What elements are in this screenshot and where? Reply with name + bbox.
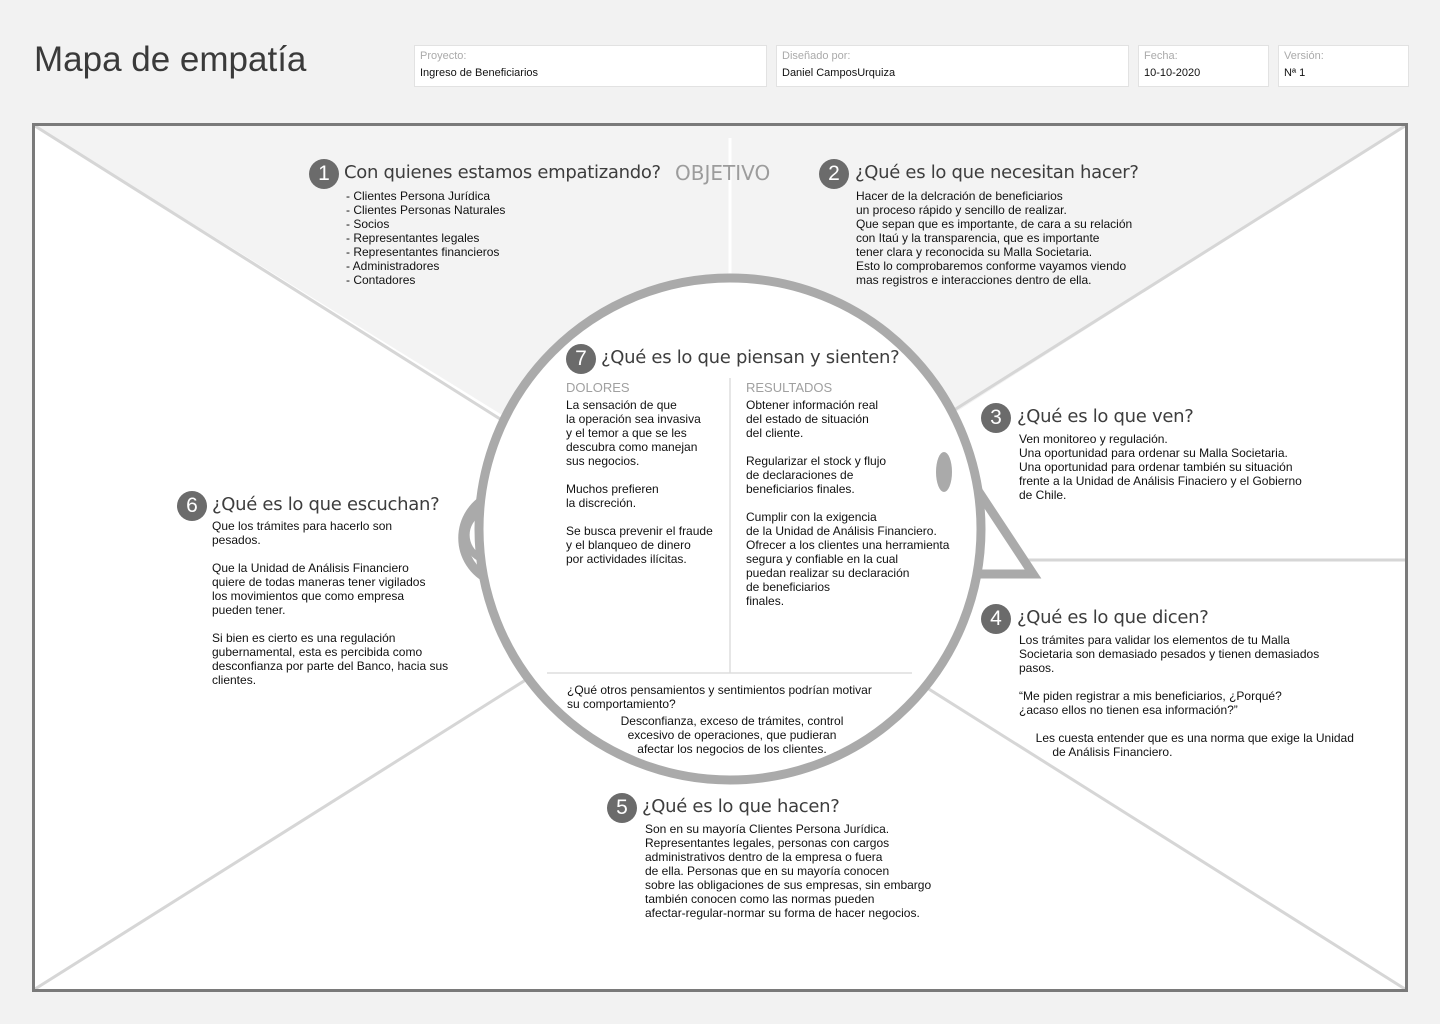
section-3-question: ¿Qué es lo que ven?: [1017, 406, 1194, 427]
objective-tag: OBJETIVO: [675, 161, 771, 185]
results-body: Obtener información real del estado de situación del cliente. Regularizar el stock y flujo de declaraciones de beneficiarios finales. Cumplir con la exigencia de la Unidad de Análisis Financiero. Ofrecer a los clientes una herramienta segura y confiable en la cual puedan realizar su declaración de beneficiarios finales.: [746, 398, 950, 608]
designer-field[interactable]: [776, 45, 1129, 87]
date-label: Fecha:: [1144, 50, 1178, 62]
section-7-question: ¿Qué es lo que piensan y sienten?: [601, 347, 900, 368]
other-thoughts-answer: Desconfianza, exceso de trámites, control excesivo de operaciones, que pudieran afectar los negocios de los clientes.: [620, 714, 844, 756]
section-6-badge: 6: [177, 491, 207, 521]
date-value: 10-10-2020: [1144, 67, 1201, 79]
list-item: - Representantes legales: [346, 231, 480, 245]
section-2-question: ¿Qué es lo que necesitan hacer?: [855, 162, 1139, 183]
section-3-badge: 3: [981, 403, 1011, 433]
section-5-body: Son en su mayoría Clientes Persona Jurídica. Representantes legales, personas con cargos administrativos dentro de la empresa o fuera de ella. Personas que en su mayoría conocen sobre las obligaciones de sus empresas, sin embargo también conocen como las normas pueden afectar-regular-normar su forma de hacer negocios.: [645, 822, 932, 920]
project-value: Ingreso de Beneficiarios: [420, 67, 539, 79]
pains-body: La sensación de que la operación sea invasiva y el temor a que se les descubra como manejan sus negocios. Muchos prefieren la discreción. Se busca prevenir el fraude y el blanqueo de dinero por actividades ilícitas.: [566, 398, 713, 566]
section-6-question: ¿Qué es lo que escuchan?: [212, 494, 440, 515]
other-thoughts-question: ¿Qué otros pensamientos y sentimientos podrían motivar su comportamiento?: [567, 683, 872, 711]
pains-label: DOLORES: [566, 380, 630, 395]
list-item: - Administradores: [346, 259, 440, 273]
section-2-body: Hacer de la delcración de beneficiarios un proceso rápido y sencillo de realizar. Que sepan que es importante, de cara a su relación con Itaú y la transparencia, que es importante tener clara y reconocida su Malla Societaria. Esto lo comprobaremos conforme vayamos viendo mas registros e interacciones dentro de ella.: [856, 189, 1133, 287]
section-4-badge: 4: [981, 604, 1011, 634]
version-field[interactable]: [1278, 45, 1409, 87]
list-item: - Clientes Persona Jurídica: [346, 189, 491, 203]
list-item: - Clientes Personas Naturales: [346, 203, 506, 217]
section-5-badge: 5: [607, 793, 637, 823]
list-item: - Contadores: [346, 273, 416, 287]
section-5-question: ¿Qué es lo que hacen?: [642, 796, 840, 817]
section-6-body: Que los trámites para hacerlo son pesados. Que la Unidad de Análisis Financiero quiere de todas maneras tener vigilados los movimientos que como empresa pueden tener. Si bien es cierto es una regulación gubernamental, esta es percibida como desconfianza por parte del Banco, hacia sus clientes.: [212, 519, 449, 687]
section-1-question: Con quienes estamos empatizando?: [344, 162, 661, 183]
designer-value: Daniel CamposUrquiza: [782, 67, 896, 79]
section-3-body: Ven monitoreo y regulación. Una oportunidad para ordenar su Malla Societaria. Una oportunidad para ordenar también su situación frente a la Unidad de Análisis Finaciero y el Gobierno de Chile.: [1019, 432, 1302, 502]
designer-label: Diseñado por:: [782, 50, 851, 62]
version-value: Nª 1: [1284, 67, 1306, 79]
project-field[interactable]: [414, 45, 767, 87]
version-label: Versión:: [1284, 50, 1324, 62]
list-item: - Socios: [346, 217, 390, 231]
results-label: RESULTADOS: [746, 380, 833, 395]
project-label: Proyecto:: [420, 50, 467, 62]
list-item: - Representantes financieros: [346, 245, 500, 259]
section-4-question: ¿Qué es lo que dicen?: [1017, 607, 1209, 628]
empathy-map-board: [32, 123, 1408, 992]
page-title: Mapa de empatía: [34, 40, 307, 79]
section-1-badge: 1: [309, 159, 339, 189]
section-7-badge: 7: [566, 344, 596, 374]
date-field[interactable]: [1138, 45, 1269, 87]
section-2-badge: 2: [819, 159, 849, 189]
section-1-list: [346, 189, 505, 287]
section-4-body: Los trámites para validar los elementos de tu Malla Societaria son demasiado pesados y tienen demasiados pasos. “Me piden registrar a mis beneficiarios, ¿Porqué? ¿acaso ellos no tienen esa información?” Les cuesta entender que es una norma que exige la Unidad de Análisis Financiero.: [1019, 633, 1354, 759]
